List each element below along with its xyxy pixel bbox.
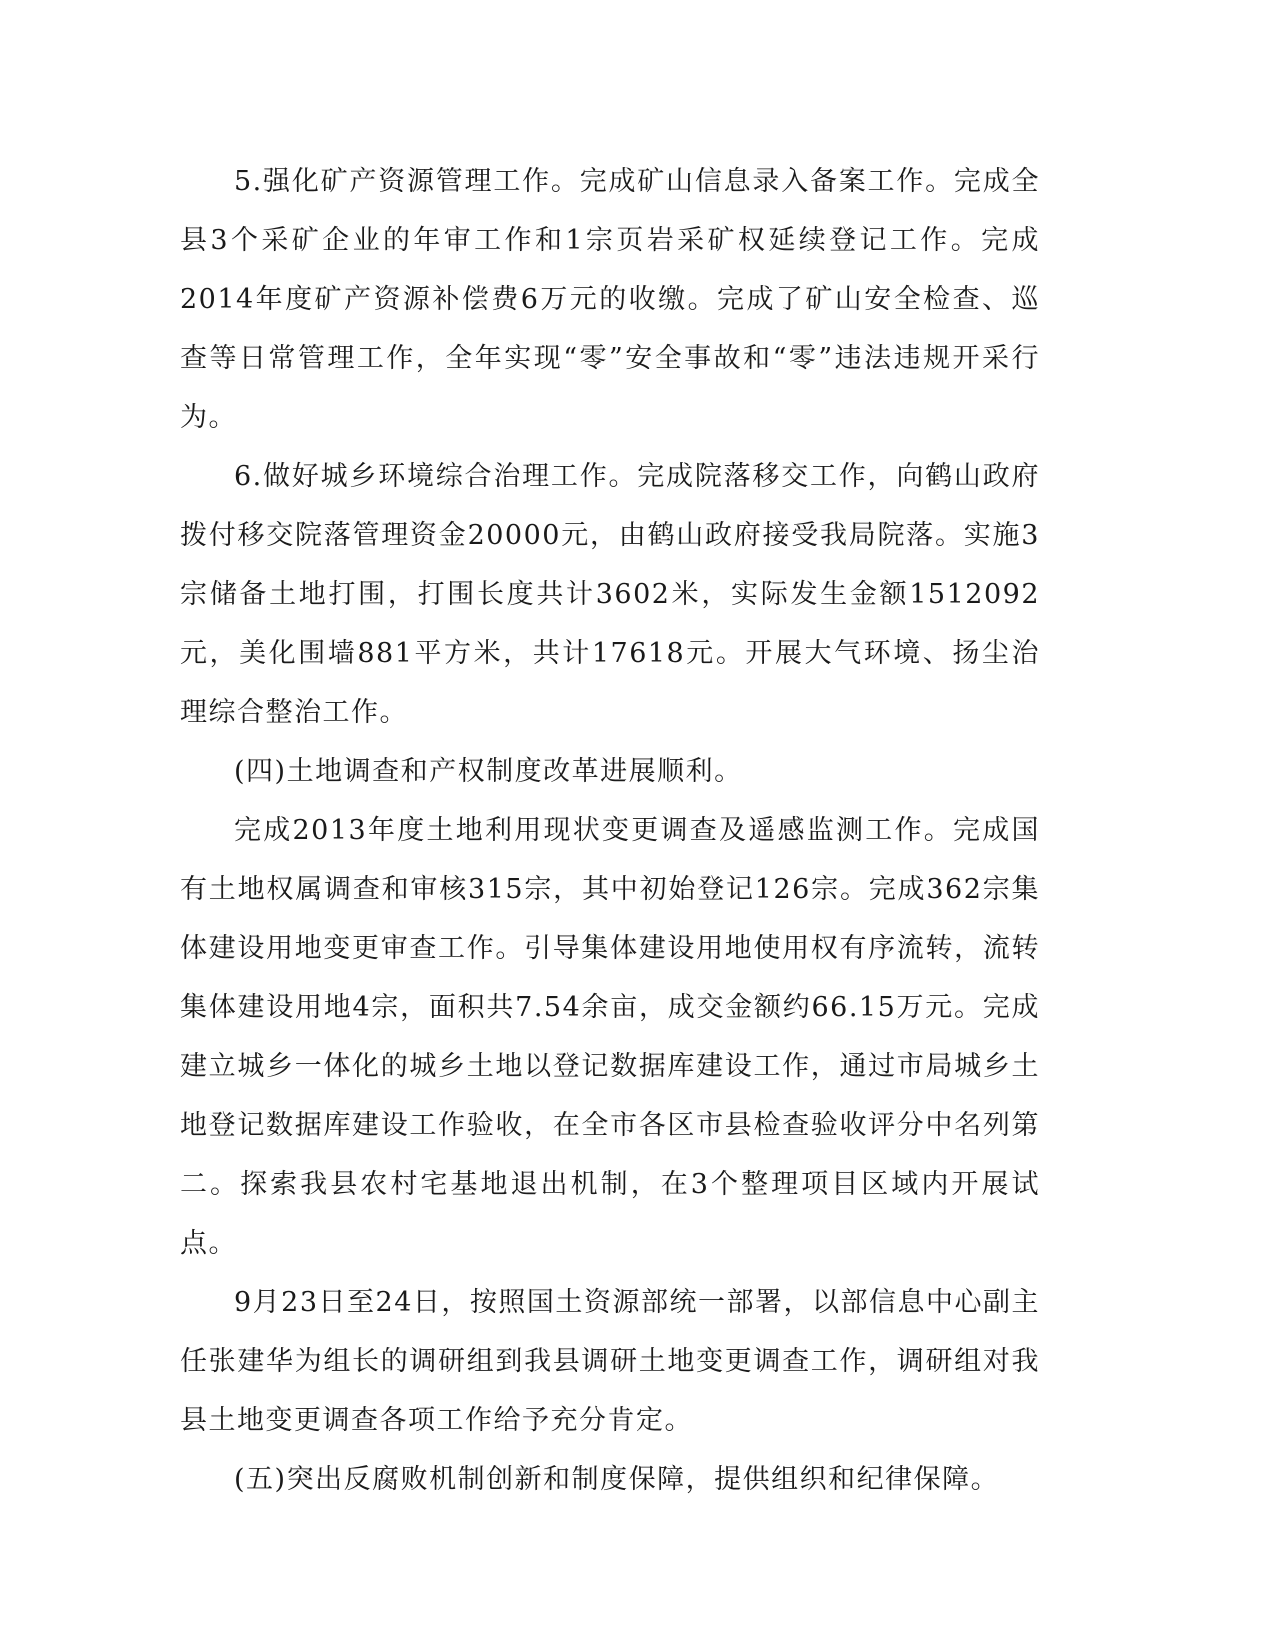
paragraph-mineral-resources: 5.强化矿产资源管理工作。完成矿山信息录入备案工作。完成全县3个采矿企业的年审工作和1宗页岩采矿权延续登记工作。完成2014年度矿产资源补偿费6万元的收缴。完成了矿山安全检查、巡查等日常管理工作，全年实现“零”安全事故和“零”违法违规开采行为。: [180, 166, 1040, 433]
paragraph-urban-rural-environment: 6.做好城乡环境综合治理工作。完成院落移交工作，向鹤山政府拨付移交院落管理资金20000元，由鹤山政府接受我局院落。实施3宗储备土地打围，打围长度共计3602米，实际发生金额1512092元，美化围墙881平方米，共计17618元。开展大气环境、扬尘治理综合整治工作。: [180, 461, 1040, 728]
section-heading-anti-corruption: (五)突出反腐败机制创新和制度保障，提供组织和纪律保障。: [234, 1464, 1000, 1495]
paragraph-research-visit: 9月23日至24日，按照国土资源部统一部署，以部信息中心副主任张建华为组长的调研组到我县调研土地变更调查工作，调研组对我县土地变更调查各项工作给予充分肯定。: [180, 1287, 1040, 1436]
document-page: [180, 152, 1040, 1509]
section-heading-land-survey: (四)土地调查和产权制度改革进展顺利。: [234, 756, 743, 787]
paragraph-land-survey: 完成2013年度土地利用现状变更调查及遥感监测工作。完成国有土地权属调查和审核315宗，其中初始登记126宗。完成362宗集体建设用地变更审查工作。引导集体建设用地使用权有序流转，流转集体建设用地4宗，面积共7.54余亩，成交金额约66.15万元。完成建立城乡一体化的城乡土地以登记数据库建设工作，通过市局城乡土地登记数据库建设工作验收，在全市各区市县检查验收评分中名列第二。探索我县农村宅基地退出机制，在3个整理项目区域内开展试点。: [180, 815, 1040, 1259]
